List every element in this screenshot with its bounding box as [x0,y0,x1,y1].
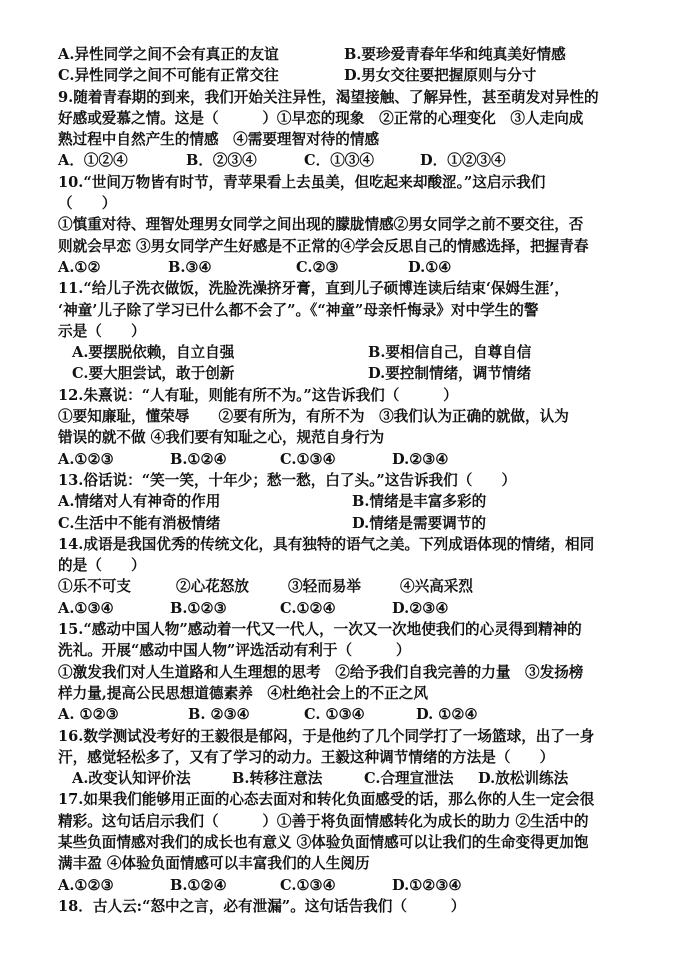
q10-option-a: A.①② [58,258,101,276]
q17-stem-line-3: 某些负面情感对我们的成长也有意义 ③体验负面情感可以让我们的生命变得更加饱 [58,833,589,851]
q12-stem-line-1: 12.朱熹说：“人有耻，则能有所不为。”这告诉我们（ ） [58,386,458,404]
q10-option-b: B.③④ [168,258,212,276]
q13-option-c: C.生活中不能有消极情绪 [58,514,221,532]
q15-option-a: A. ①②③ [58,706,119,724]
q17-option-a: A.①②③ [58,876,114,894]
exam-page [58,44,648,917]
q10-answer-blank: （ ） [58,195,117,213]
q17-option-b: B.①②④ [170,876,227,894]
q11-option-a: A.要摆脱依赖，自立自强 [72,344,235,362]
q17-stem-line-4: 满丰盈 ④体验负面情感可以丰富我们的人生阅历 [58,855,370,873]
q11-options-row-1 [58,342,648,363]
q14-item-4: ④兴高采烈 [400,578,473,596]
q10-stem-line-1: 10.“世间万物皆有时节，青苹果看上去虽美，但吃起来却酸涩。”这启示我们 [58,173,546,191]
q13-option-a: A.情绪对人有神奇的作用 [58,493,221,511]
q15-option-c: C. ①③④ [304,706,365,724]
q12-option-a: A.①②③ [58,450,114,468]
q10-option-d: D.①④ [408,258,452,276]
q14-option-a: A.①③④ [58,599,114,617]
q16-option-c: C.合理宣泄法 [364,770,454,788]
q14-item-2: ②心花怒放 [176,578,249,596]
q12-stem-line-2: ①要知廉耻，懂荣辱 ②要有所为，有所不为 ③我们认为正确的就做，认为 [58,408,569,426]
q14-items-row [58,576,648,597]
q9-option-a: A．①②④ [58,152,128,170]
q17-stem-line-2: 精彩。这句话启示我们（ ）①善于将负面情感转化为成长的助力 ②生活中的 [58,812,589,830]
q14-option-b: B.①②③ [170,599,227,617]
q15-stem-line-3: ①激发我们对人生道路和人生理想的思考 ②给予我们自我完善的力量 ③发扬榜 [58,663,584,681]
q12-option-c: C.①③④ [280,450,336,468]
q14-options-row [58,598,648,619]
q14-item-1: ①乐不可支 [58,578,131,596]
q16-option-b: B.转移注意法 [232,770,323,788]
q11-option-d: D.要控制情绪，调节情绪 [368,365,532,383]
q13-options-row-1 [58,491,648,512]
q11-option-b: B.要相信自己，自尊自信 [368,344,532,362]
q10-options-row [58,257,648,278]
q16-stem-line-2: 汗，感觉轻松多了，又有了学习的动力。王毅这种调节情绪的方法是（ ） [58,748,555,766]
q13-options-row-2 [58,513,648,534]
q16-stem-line-1: 16.数学测试没考好的王毅很是郁闷，于是他约了几个同学打了一场篮球，出了一身 [58,727,595,745]
q14-stem-line-2: 的是（ ） [58,557,146,575]
q12-option-d: D.②③④ [392,450,449,468]
q12-option-b: B.①②④ [170,450,227,468]
q10-option-c: C.②③ [296,258,339,276]
q17-option-d: D.①②③④ [392,876,462,894]
q15-option-d: D. ①②④ [416,706,478,724]
q11-stem-line-2: ‘神童’儿子除了学习已什么都不会了”。《“神童”母亲忏悔录》对中学生的警 [58,301,539,319]
q16-options-row [58,768,648,789]
q11-option-c: C.要大胆尝试，敢于创新 [72,365,235,383]
q11-stem-line-3: 示是（ ） [58,322,146,340]
q14-stem-line-1: 14.成语是我国优秀的传统文化，具有独特的语气之美。下列成语体现的情绪，相同 [58,535,595,553]
q9-stem-line-2: 好感或爱慕之情。这是（ ）①早恋的现象 ②正常的心理变化 ③人走向成 [58,109,584,127]
q8-option-b: B.要珍爱青春年华和纯真美好情感 [344,46,566,63]
q14-option-c: C.①②④ [280,599,336,617]
q15-option-b: B. ②③④ [188,706,250,724]
q15-options-row [58,704,648,725]
q14-option-d: D.②③④ [392,599,449,617]
q11-options-row-2 [58,363,648,384]
q13-stem-line-1: 13.俗话说：“笑一笑，十年少；愁一愁，白了头。”这告诉我们（ ） [58,471,517,489]
q16-option-d: D.放松训练法 [478,770,569,788]
q15-stem-line-2: 洗礼。开展“感动中国人物”评选活动有利于（ ） [58,642,411,660]
q9-options-row [58,150,648,171]
q9-option-d: D．①②③④ [420,152,506,170]
q9-option-c: C．①③④ [304,152,374,170]
q8-option-d: D.男女交往要把握原则与分寸 [344,67,537,85]
q15-stem-line-4: 样力量,提高公民思想道德素养 ④杜绝社会上的不正之风 [58,684,428,702]
q9-stem-line-1: 9.随着青春期的到来，我们开始关注异性，渴望接触、了解异性，甚至萌发对异性的 [58,88,599,106]
q15-stem-line-1: 15.“感动中国人物”感动着一代又一代人，一次又一次地使我们的心灵得到精神的 [58,621,582,639]
q16-option-a: A.改变认知评价法 [72,770,191,788]
q17-options-row [58,875,648,896]
q13-option-d: D.情绪是需要调节的 [352,514,486,532]
q10-stem-line-4: 则就会早恋 ③男女同学产生好感是不正常的④学会反思自己的情感选择，把握青春 [58,237,589,255]
q8-option-c: C.异性同学之间不可能有正常交往 [58,67,279,85]
q9-stem-line-3: 熟过程中自然产生的情感 ④需要理智对待的情感 [58,131,380,149]
q8-option-a: A.异性同学之间不会有真正的友谊 [58,46,279,63]
q12-stem-line-3: 错误的就不做 ④我们要有知耻之心，规范自身行为 [58,429,385,447]
q8-options-row-2 [58,65,648,86]
q14-item-3: ③轻而易举 [288,578,361,596]
q9-option-b: B．②③④ [186,152,257,170]
q17-option-c: C.①③④ [280,876,336,894]
q12-options-row [58,449,648,470]
q8-options-row-1 [58,44,648,65]
q13-option-b: B.情绪是丰富多彩的 [352,493,487,511]
q10-stem-line-3: ①慎重对待、理智处理男女同学之间出现的朦胧情感②男女同学之前不要交往，否 [58,216,584,234]
q17-stem-line-1: 17.如果我们能够用正面的心态去面对和转化负面感受的话，那么你的人生一定会很 [58,791,595,809]
q11-stem-line-1: 11.“给儿子洗衣做饭，洗脸洗澡挤牙膏，直到儿子硕博连读后结束‘保姆生涯’， [58,280,569,298]
q18-stem-line-1: 18．古人云:“怒中之言，必有泄漏”。这句话告我们（ ） [58,897,466,915]
